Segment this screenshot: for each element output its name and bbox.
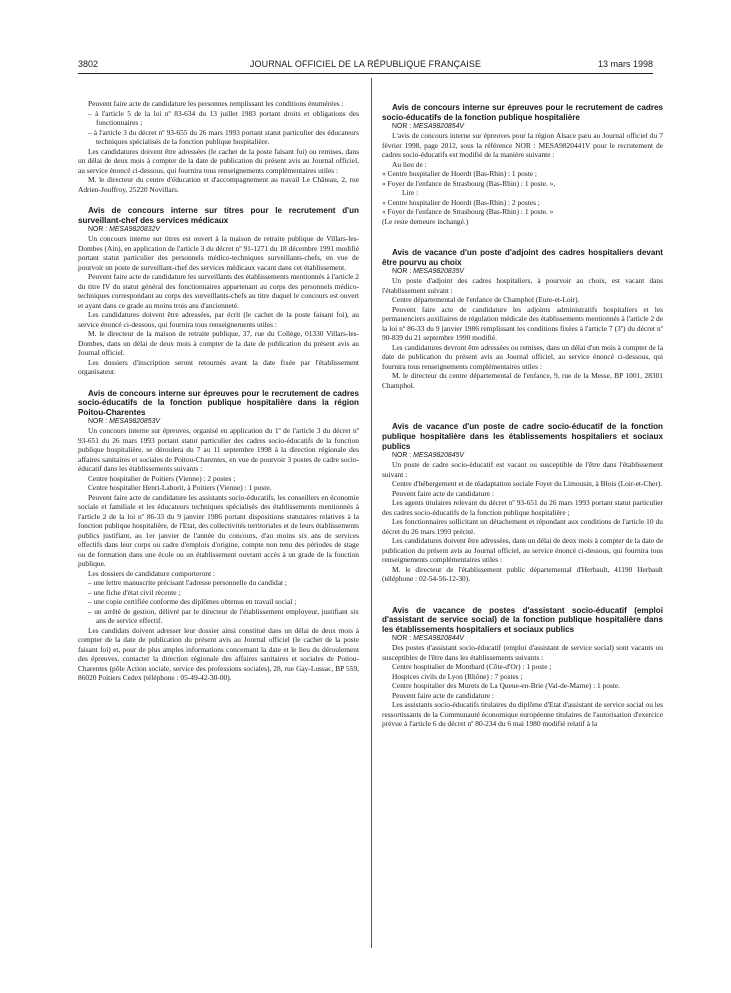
list-item: – une fiche d'état civil récente ; (88, 587, 181, 597)
list-item: – une copie certifiée conforme des diplômes obtenus en travail social ; (88, 597, 297, 607)
paragraph: Centre hospitalier Henri-Laborit, à Poitiers (Vienne) : 1 poste. (88, 483, 272, 493)
paragraph: Les agents titulaires relevant du décret nº 93-651 du 26 mars 1993 portant statut particulier des cadres socio-éducatifs de la fonction publique hospitalière ; (382, 498, 663, 517)
paragraph: Les dossiers de candidature comporteront : (88, 568, 216, 578)
paragraph: M. le directeur du centre d'éducation et d'accompagnement au travail Le Château, 2, rue Adrien-Jouffroy, 25220 Novillars. (78, 175, 359, 194)
paragraph: Peuvent faire acte de candidature les assistants socio-éducatifs, les conseillers en économie sociale et familiale et les éducateurs techniques spécialisés des établissements mentionnés à l'article 2 de la loi nº 86-33 du 9 janvier 1986 portant dispositions statutaires relatives à la fonction publique hospitalière, de l'Etat, des collectivités territoriales et de leurs établissements publics justifiant, au 1er janvier de l'année du concours, d'au moins six ans de services effectifs dans leur corps ou cadre d'emplois d'origine, compte non tenu des périodes de stage ou de formation dans une école ou un établissement ouvrant accès à un grade de la fonction publique. (78, 492, 359, 569)
paragraph: M. le directeur du centre départemental de l'enfance, 9, rue de la Messe, BP 1001, 28301 Champhol. (382, 371, 663, 390)
header-rule (78, 73, 653, 74)
paragraph: Hospices civils de Lyon (Rhône) : 7 postes ; (392, 671, 523, 681)
paragraph: Un concours interne sur titres est ouvert à la maison de retraite publique de Villars-les-Dombes (Ain), en application de l'article 3 du décret nº 91-1271 du 18 décembre 1991 modifié portant statut particulier des personnels médico-techniques surveillants-chefs, en vue de pourvoir un poste de surveillant-chef des services médicaux vacant dans cet établissement. (78, 234, 359, 272)
notice-title: Avis de vacance d'un poste de cadre socio-éducatif de la fonction publique hospitalière dans les établissements hospitaliers et sociaux publics (382, 422, 663, 451)
paragraph: Les candidatures doivent être adressées, par écrit (le cachet de la poste faisant foi), au service énoncé ci-dessous, qui fournira tous renseignements utiles : (78, 310, 359, 329)
paragraph: Centre hospitalier de Montbard (Côte-d'Or) : 1 poste ; (392, 662, 552, 672)
nor-reference: NOR : MESA9820845V (392, 452, 465, 460)
notice-title: Avis de concours interne sur épreuves pour le recrutement de cadres socio-éducatifs de la fonction publique hospitalière (382, 103, 663, 122)
paragraph: Des postes d'assistant socio-éducatif (emploi d'assistant de service social) sont vacants ou susceptibles de l'être dans les établissements suivants : (382, 643, 663, 662)
nor-reference: NOR : MESA9820844V (392, 635, 465, 643)
page-header (78, 57, 653, 71)
paragraph: « Foyer de l'enfance de Strasbourg (Bas-Rhin) : 1 poste. » (382, 207, 554, 217)
paragraph: Centre hospitalier de Poitiers (Vienne) : 2 postes ; (88, 473, 236, 483)
list-item: – une lettre manuscrite précisant l'adresse personnelle du candidat ; (88, 578, 287, 588)
paragraph: Peuvent faire acte de candidature les surveillants des établissements mentionnés à l'article 2 du titre IV du statut général des fonctionnaires appartenant au corps des personnels médico-techniques correspondant au corps des surveillants-chefs au titre duquel le concours est ouvert et ayant dans ce grade au moins trois ans d'ancienneté. (78, 272, 359, 310)
paragraph: Les dossiers d'inscription seront retournés avant la date fixée par l'établissement organisateur. (78, 357, 359, 377)
journal-title: JOURNAL OFFICIEL DE LA RÉPUBLIQUE FRANÇAISE (249, 59, 482, 69)
paragraph: Lire : (402, 188, 419, 198)
paragraph: Centre d'hébergement et de réadaptation sociale Foyer du Limousin, à Blois (Loir-et-Cher). (392, 479, 663, 489)
paragraph: Les assistants socio-éducatifs titulaires du diplôme d'Etat d'assistant de service social ou les ressortissants de la Communauté économique européenne titulaires de l'autorisation d'exercice prévue à l'article 6 du décret nº 80-234 du 6 mai 1980 modifié relatif à la (382, 700, 663, 729)
nor-reference: NOR : MESA9820854V (392, 123, 465, 131)
paragraph: Peuvent faire acte de candidature les personnes remplissant les conditions énumérées : (88, 99, 344, 108)
paragraph: « Foyer de l'enfance de Strasbourg (Bas-Rhin) : 1 poste. », (382, 178, 556, 188)
paragraph: Les candidatures doivent être adressées (le cachet de la poste faisant foi) ou remises, dans un délai de deux mois à compter de la date de publication du présent avis au Journal officiel, au service énoncé ci-dessous, qui fournira tous renseignements complémentaires utiles : (78, 146, 359, 175)
paragraph: L'avis de concours interne sur épreuves pour la région Alsace paru au Journal officiel du 7 février 1998, page 2012, sous la référence NOR : MESA9820441V pour le recrutement de cadres socio-éducatifs est modifié de la manière suivante : (382, 131, 663, 160)
nor-reference: NOR : MESA9820835V (392, 268, 465, 276)
nor-reference: NOR : MESA9820853V (88, 418, 161, 426)
page-number: 3802 (78, 59, 99, 69)
paragraph: Centre hospitalier des Murets de La Queue-en-Brie (Val-de-Marne) : 1 poste. (392, 681, 621, 691)
paragraph: Un poste d'adjoint des cadres hospitaliers, à pourvoir au choix, est vacant dans l'établissement suivant : (382, 276, 663, 295)
paragraph: Peuvent faire acte de candidature : (392, 488, 494, 498)
list-item: – un arrêté de gestion, délivré par le directeur de l'établissement employeur, justifiant six ans de service effectif. (88, 606, 359, 626)
paragraph: M. le directeur de la maison de retraite publique, 37, rue du Collège, 01330 Villars-les-Dombes, dans un délai de deux mois à compter de la date de publication du présent avis au Journal officiel. (78, 329, 359, 358)
paragraph: « Centre hospitalier de Hoerdt (Bas-Rhin) : 2 postes ; (382, 197, 540, 207)
paragraph: Au lieu de : (392, 159, 427, 169)
list-item: – à l'article 3 du décret nº 93-655 du 26 mars 1993 portant statut particulier des éducateurs techniques spécialisés de la fonction publique hospitalière. (88, 127, 359, 146)
paragraph: Un concours interne sur épreuves, organisé en application du 1º de l'article 3 du décret nº 93-651 du 26 mars 1993 portant statut particulier des cadres socio-éducatifs de la fonction publique hospitalière, se déroulera du 7 au 11 septembre 1998 à la direction régionale des affaires sanitaires et sociales de Poitou-Charentes, en vue de pourvoir 3 postes de cadre socio-éducatif dans les établissements suivants : (78, 426, 359, 474)
paragraph: « Centre hospitalier de Hoerdt (Bas-Rhin) : 1 poste ; (382, 169, 537, 179)
nor-reference: NOR : MESA9820832V (88, 226, 161, 234)
paragraph: Les fonctionnaires sollicitant un détachement et répondant aux conditions de l'article 10 du décret du 26 mars 1993 précité. (382, 517, 663, 536)
paragraph: Les candidatures doivent être adressées, dans un délai de deux mois à compter de la date de publication du présent avis au Journal officiel, au service énoncé ci-dessous, qui fournira tous renseignements complémentaires utiles : (382, 536, 663, 565)
notice-title: Avis de concours interne sur titres pour le recrutement d'un surveillant-chef des services médicaux (78, 206, 359, 225)
issue-date: 13 mars 1998 (597, 59, 653, 69)
list-item: – à l'article 5 de la loi nº 83-634 du 13 juillet 1983 portant droits et obligations des fonctionnaires ; (88, 108, 359, 127)
paragraph: M. le directeur de l'établissement public départemental d'Herbault, 41190 Herbault (téléphone : 02-54-56-12-30). (382, 564, 663, 584)
notice-title: Avis de concours interne sur épreuves pour le recrutement de cadres socio-éducatifs de la fonction publique hospitalière dans la région Poitou-Charentes (78, 388, 359, 417)
notice-title: Avis de vacance d'un poste d'adjoint des cadres hospitaliers devant être pourvu au choix (382, 248, 663, 267)
paragraph: Les candidats doivent adresser leur dossier ainsi constitué dans un délai de deux mois à compter de la date de publication du présent avis au Journal officiel (le cachet de la poste faisant foi) et, pour de plus amples informations concernant la date et le lieu du déroulement des épreuves, contacter la direction régionale des affaires sanitaires et sociales de Poitou-Charentes (pôle Action sociale, service des professions sociales), 28, rue Gay-Lussac, BP 559, 86020 Poitiers Cedex (téléphone : 05-49-42-30-00). (78, 625, 359, 683)
column-divider (371, 78, 372, 948)
left-column (78, 99, 359, 989)
paragraph: Centre départemental de l'enfance de Champhol (Eure-et-Loir). (392, 295, 580, 305)
paragraph: Peuvent faire acte de candidature les adjoints administratifs hospitaliers et les permanenciers auxiliaires de régulation médicale des établissements mentionnés à l'article 2 de la loi nº 86-33 du 9 janvier 1986 remplissant les conditions fixées à l'article 7 (3º) du décret nº 90-839 du 21 septembre 1990 modifié. (382, 304, 663, 343)
paragraph: Peuvent faire acte de candidature : (392, 690, 494, 700)
notice-title: Avis de vacance de postes d'assistant socio-éducatif (emploi d'assistant de service social) de la fonction publique hospitalière dans les établissements hospitaliers et sociaux publics (382, 605, 663, 634)
paragraph: Les candidatures devront être adressées ou remises, dans un délai d'un mois à compter de la date de publication du présent avis au Journal officiel, au service énoncé ci-dessous, qui fournira tous renseignements complémentaires utiles : (382, 342, 663, 371)
right-column (382, 103, 663, 993)
paragraph: Un poste de cadre socio-éducatif est vacant ou susceptible de l'être dans l'établissement suivant : (382, 460, 663, 479)
paragraph: (Le reste demeure inchangé.) (382, 216, 469, 226)
